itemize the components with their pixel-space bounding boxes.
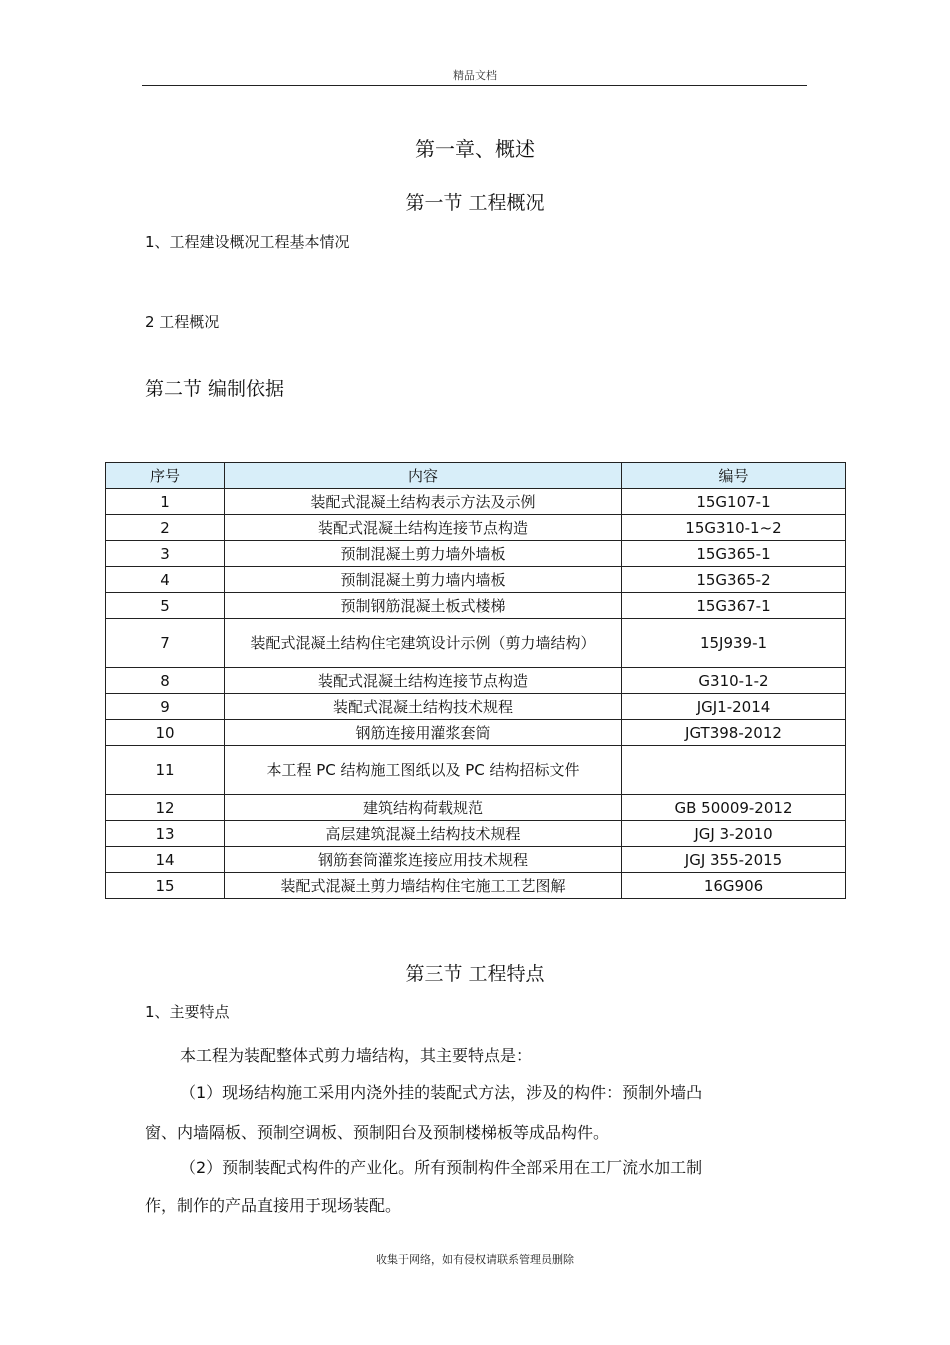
cell-seq: 8: [106, 668, 225, 694]
table-row: [106, 489, 846, 515]
cell-code: 15G365-2: [622, 567, 846, 593]
table-row: [106, 567, 846, 593]
cell-content: 装配式混凝土结构连接节点构造: [225, 668, 622, 694]
basis-table: [105, 462, 846, 899]
col-header-seq: 序号: [106, 463, 225, 489]
section1-title: 第一节 工程概况: [405, 192, 545, 214]
body-paragraph-line: 窗、内墙隔板、预制空调板、预制阳台及预制楼梯板等成品构件。: [145, 1123, 610, 1142]
cell-content: 装配式混凝土结构连接节点构造: [225, 515, 622, 541]
section1-item2: 2 工程概况: [145, 313, 220, 331]
cell-code: JGJ 3-2010: [622, 821, 846, 847]
section1-item1: 1、工程建设概况工程基本情况: [145, 233, 350, 251]
table-row: [106, 873, 846, 899]
cell-content: 钢筋套筒灌浆连接应用技术规程: [225, 847, 622, 873]
table-row: [106, 515, 846, 541]
body-paragraph-line: 作，制作的产品直接用于现场装配。: [145, 1196, 402, 1215]
cell-code: G310-1-2: [622, 668, 846, 694]
cell-seq: 13: [106, 821, 225, 847]
cell-code: [622, 746, 846, 795]
table-row: [106, 821, 846, 847]
cell-content: 装配式混凝土结构住宅建筑设计示例（剪力墙结构）: [225, 619, 622, 668]
cell-content: 装配式混凝土剪力墙结构住宅施工工艺图解: [225, 873, 622, 899]
page-header: 精品文档: [453, 69, 497, 82]
table-row: [106, 593, 846, 619]
cell-seq: 3: [106, 541, 225, 567]
cell-seq: 12: [106, 795, 225, 821]
cell-seq: 7: [106, 619, 225, 668]
cell-code: 15J939-1: [622, 619, 846, 668]
cell-content: 装配式混凝土结构表示方法及示例: [225, 489, 622, 515]
body-paragraph-line: 本工程为装配整体式剪力墙结构，其主要特点是：: [180, 1046, 533, 1065]
cell-seq: 14: [106, 847, 225, 873]
cell-seq: 4: [106, 567, 225, 593]
page-footer: 收集于网络，如有侵权请联系管理员删除: [376, 1253, 574, 1266]
cell-code: JGJ1-2014: [622, 694, 846, 720]
table-row: [106, 847, 846, 873]
body-paragraph-line: （2）预制装配式构件的产业化。所有预制构件全部采用在工厂流水加工制: [180, 1158, 703, 1177]
cell-content: 装配式混凝土结构技术规程: [225, 694, 622, 720]
cell-code: 15G310-1~2: [622, 515, 846, 541]
section3-item1: 1、主要特点: [145, 1003, 230, 1021]
table-row: [106, 668, 846, 694]
table-row: [106, 795, 846, 821]
cell-seq: 10: [106, 720, 225, 746]
body-paragraph-line: （1）现场结构施工采用内浇外挂的装配式方法，涉及的构件：预制外墙凸: [180, 1083, 703, 1102]
cell-content: 钢筋连接用灌浆套筒: [225, 720, 622, 746]
table-row: [106, 541, 846, 567]
cell-content: 预制钢筋混凝土板式楼梯: [225, 593, 622, 619]
cell-seq: 11: [106, 746, 225, 795]
cell-content: 预制混凝土剪力墙外墙板: [225, 541, 622, 567]
cell-content: 本工程 PC 结构施工图纸以及 PC 结构招标文件: [225, 746, 622, 795]
section2-title: 第二节 编制依据: [145, 378, 285, 400]
table-row: [106, 619, 846, 668]
cell-seq: 5: [106, 593, 225, 619]
cell-code: GB 50009-2012: [622, 795, 846, 821]
cell-code: 15G107-1: [622, 489, 846, 515]
chapter-title: 第一章、概述: [415, 137, 535, 161]
cell-code: 15G367-1: [622, 593, 846, 619]
table-row: [106, 720, 846, 746]
cell-seq: 1: [106, 489, 225, 515]
cell-code: 15G365-1: [622, 541, 846, 567]
cell-seq: 2: [106, 515, 225, 541]
cell-code: 16G906: [622, 873, 846, 899]
cell-code: JGT398-2012: [622, 720, 846, 746]
section3-title: 第三节 工程特点: [405, 963, 545, 985]
cell-content: 高层建筑混凝土结构技术规程: [225, 821, 622, 847]
cell-content: 建筑结构荷载规范: [225, 795, 622, 821]
table-header-row: [106, 463, 846, 489]
col-header-content: 内容: [225, 463, 622, 489]
col-header-code: 编号: [622, 463, 846, 489]
table-row: [106, 694, 846, 720]
cell-seq: 9: [106, 694, 225, 720]
cell-seq: 15: [106, 873, 225, 899]
table-row: [106, 746, 846, 795]
cell-code: JGJ 355-2015: [622, 847, 846, 873]
header-divider: [142, 85, 807, 86]
cell-content: 预制混凝土剪力墙内墙板: [225, 567, 622, 593]
